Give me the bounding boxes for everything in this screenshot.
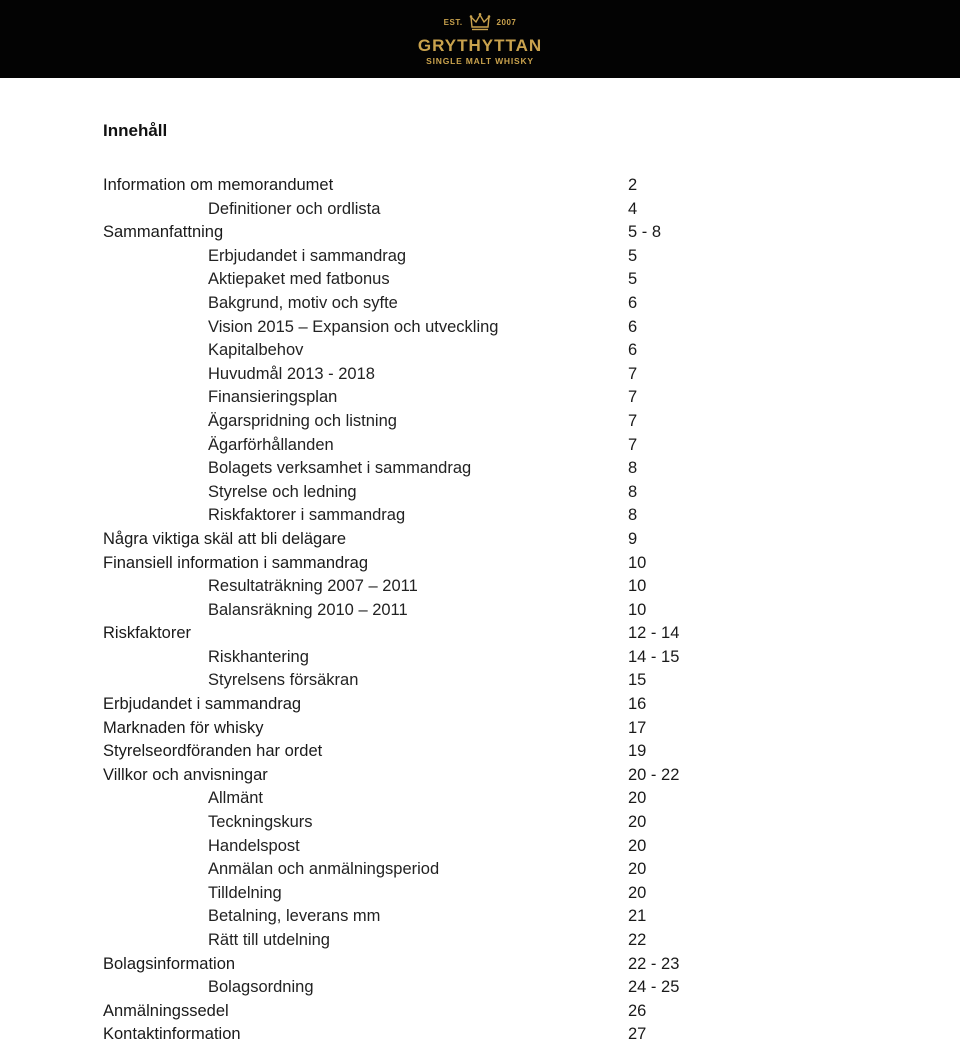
toc-entry[interactable]: [103, 717, 803, 741]
logo-top-row: [380, 10, 580, 34]
toc-entry[interactable]: [103, 622, 803, 646]
toc-entry-label: Bolagets verksamhet i sammandrag: [208, 459, 472, 478]
toc-subentry[interactable]: [103, 268, 803, 292]
toc-entry-label: Ägarförhållanden: [208, 435, 334, 454]
toc-entry-label: Bakgrund, motiv och syfte: [208, 293, 398, 312]
toc-entry[interactable]: [103, 740, 803, 764]
toc-entry-label: Villkor och anvisningar: [103, 765, 268, 784]
toc-entry-label: Några viktiga skäl att bli delägare: [103, 529, 347, 548]
toc-entry-page: 7: [628, 435, 638, 454]
toc-subentry[interactable]: [103, 646, 803, 670]
toc-subentry[interactable]: [103, 434, 803, 458]
toc-entry-page: 20: [628, 836, 647, 855]
toc-subentry[interactable]: [103, 457, 803, 481]
toc-entry-label: Finansieringsplan: [208, 388, 338, 407]
toc-entry-label: Marknaden för whisky: [103, 718, 264, 737]
toc-entry-label: Resultaträkning 2007 – 2011: [208, 577, 418, 596]
toc-entry-label: Balansräkning 2010 – 2011: [208, 600, 408, 619]
toc-entry-page: 10: [628, 553, 647, 572]
toc-subentry[interactable]: [103, 316, 803, 340]
toc-subentry[interactable]: [103, 410, 803, 434]
toc-entry-label: Teckningskurs: [208, 813, 313, 832]
toc-subentry[interactable]: [103, 481, 803, 505]
toc-entry-page: 5: [628, 270, 638, 289]
toc-entry-label: Bolagsordning: [208, 978, 314, 997]
toc-entry-page: 4: [628, 199, 638, 218]
toc-entry-label: Allmänt: [208, 789, 264, 808]
toc-entry-page: 2: [628, 176, 638, 194]
toc-subentry[interactable]: [103, 811, 803, 835]
toc-entry-label: Bolagsinformation: [103, 954, 236, 973]
header-bar: [0, 0, 960, 78]
toc-subentry[interactable]: [103, 198, 803, 222]
toc-entry-page: 17: [628, 718, 647, 737]
toc-entry-label: Aktiepaket med fatbonus: [208, 270, 390, 289]
toc-entry-label: Kapitalbehov: [208, 341, 304, 360]
toc-entry-page: 7: [628, 388, 638, 407]
toc-entry-page: 6: [628, 293, 638, 312]
toc-entry-page: 7: [628, 411, 638, 430]
crown-icon: [469, 12, 491, 32]
toc-entry-label: Riskfaktorer i sammandrag: [208, 506, 406, 525]
toc-entry-label: Sammanfattning: [103, 223, 224, 242]
toc-entry-label: Definitioner och ordlista: [208, 199, 381, 218]
toc-entry-page: 20: [628, 860, 647, 879]
toc-subentry[interactable]: [103, 669, 803, 693]
toc-entry-label: Betalning, leverans mm: [208, 907, 381, 926]
table-of-contents: [103, 174, 803, 1047]
toc-entry-page: 26: [628, 1001, 647, 1020]
toc-entry-label: Styrelse och ledning: [208, 482, 357, 501]
toc-entry-page: 7: [628, 364, 638, 383]
logo-year-text: 2007: [496, 17, 517, 27]
toc-entry-page: 19: [628, 742, 647, 761]
toc-subentry[interactable]: [103, 575, 803, 599]
page-title: Innehåll: [103, 121, 168, 140]
toc-entry[interactable]: [103, 174, 803, 198]
toc-subentry[interactable]: [103, 339, 803, 363]
toc-entry-page: 16: [628, 695, 647, 714]
toc-entry[interactable]: [103, 528, 803, 552]
toc-entry-label: Anmälan och anmälningsperiod: [208, 860, 440, 879]
toc-entry[interactable]: [103, 693, 803, 717]
toc-subentry[interactable]: [103, 835, 803, 859]
toc-entry[interactable]: [103, 764, 803, 788]
toc-entry-page: 9: [628, 529, 638, 548]
toc-entry[interactable]: [103, 1000, 803, 1024]
toc-entry-label: Styrelsens försäkran: [208, 671, 359, 690]
toc-entry-page: 5: [628, 246, 638, 265]
toc-subentry[interactable]: [103, 386, 803, 410]
toc-entry-page: 10: [628, 577, 647, 596]
toc-subentry[interactable]: [103, 292, 803, 316]
toc-entry-label: Kontaktinformation: [103, 1025, 241, 1044]
toc-entry-page: 8: [628, 506, 638, 525]
toc-entry-page: 21: [628, 907, 647, 926]
toc-entry-label: Finansiell information i sammandrag: [103, 553, 369, 572]
toc-subentry[interactable]: [103, 504, 803, 528]
toc-entry-page: 12 - 14: [628, 624, 680, 643]
toc-entry-label: Ägarspridning och listning: [208, 411, 397, 430]
toc-entry-page: 22: [628, 931, 647, 949]
toc-entry-page: 20: [628, 813, 647, 832]
toc-subentry[interactable]: [103, 787, 803, 811]
logo-subtitle: SINGLE MALT WHISKY: [426, 56, 534, 66]
toc-subentry[interactable]: [103, 976, 803, 1000]
logo-est-text: EST.: [443, 17, 463, 27]
toc-entry-label: Erbjudandet i sammandrag: [208, 246, 407, 265]
brand-logo: [380, 8, 580, 70]
toc-entry-label: Tilldelning: [208, 883, 282, 902]
toc-subentry[interactable]: [103, 858, 803, 882]
toc-entry-label: Information om memorandumet: [103, 176, 334, 194]
toc-entry-page: 6: [628, 341, 638, 360]
toc-entry-page: 5 - 8: [628, 223, 662, 242]
toc-entry-label: Anmälningssedel: [103, 1001, 229, 1020]
toc-entry-page: 24 - 25: [628, 978, 680, 997]
toc-entry-page: 8: [628, 482, 638, 501]
toc-entry[interactable]: [103, 953, 803, 977]
toc-entry-page: 8: [628, 459, 638, 478]
toc-entry-page: 14 - 15: [628, 647, 680, 666]
toc-subentry[interactable]: [103, 882, 803, 906]
toc-entry-page: 20: [628, 789, 647, 808]
toc-subentry[interactable]: [103, 929, 803, 953]
toc-entry-page: 20 - 22: [628, 765, 680, 784]
toc-entry[interactable]: [103, 221, 803, 245]
toc-entry-label: Huvudmål 2013 - 2018: [208, 364, 375, 383]
toc-entry-label: Erbjudandet i sammandrag: [103, 695, 302, 714]
toc-entry-page: 6: [628, 317, 638, 336]
toc-subentry[interactable]: [103, 245, 803, 269]
logo-brand-name: GRYTHYTTAN: [417, 36, 543, 55]
toc-entry-label: Riskhantering: [208, 647, 309, 666]
toc-entry-page: 27: [628, 1025, 647, 1044]
toc-entry-page: 10: [628, 600, 647, 619]
toc-entry-label: Riskfaktorer: [103, 624, 192, 643]
toc-subentry[interactable]: [103, 599, 803, 623]
toc-subentry[interactable]: [103, 363, 803, 387]
toc-entry-page: 22 - 23: [628, 954, 680, 973]
toc-entry-label: Vision 2015 – Expansion och utveckling: [208, 317, 499, 336]
toc-entry-page: 20: [628, 883, 647, 902]
toc-entry[interactable]: [103, 552, 803, 576]
toc-entry-label: Styrelseordföranden har ordet: [103, 742, 323, 761]
toc-entry[interactable]: [103, 1023, 803, 1047]
toc-subentry[interactable]: [103, 905, 803, 929]
toc-entry-label: Rätt till utdelning: [208, 931, 330, 949]
toc-entry-label: Handelspost: [208, 836, 300, 855]
toc-entry-page: 15: [628, 671, 647, 690]
